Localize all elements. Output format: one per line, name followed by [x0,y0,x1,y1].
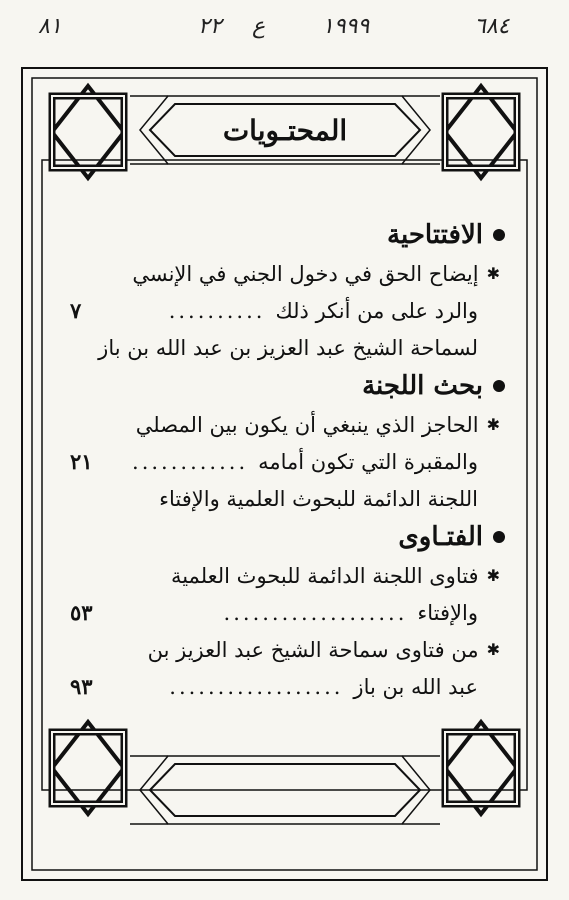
asterisk-icon: ✱ [486,264,500,283]
toc-entry[interactable] [70,255,500,366]
bullet-icon [493,531,505,543]
entry-author: اللجنة الدائمة للبحوث العلمية والإفتاء [159,486,478,511]
entry-author: لسماحة الشيخ عبد العزيز بن عبد الله بن باز [98,335,478,360]
section-heading [70,215,505,255]
dot-leader: ................... [223,600,408,625]
entry-title-continued: والرد على من أنكر ذلك [275,298,478,323]
asterisk-icon: ✱ [486,640,500,659]
entry-title-continued: عبد الله بن باز [353,674,478,699]
entry-line [70,292,500,329]
bullet-icon [493,229,505,241]
entry-title: إيضاح الحق في دخول الجني في الإنسي [132,261,479,286]
corner-knot-ornament [52,86,124,178]
page-number: ٥٣ [70,600,93,625]
entry-line [70,406,500,443]
bullet-icon [493,380,505,392]
table-of-contents [70,215,500,705]
dot-leader: .................. [169,674,344,699]
handwritten-mark-3: ع [252,14,266,39]
section-heading-label: الفتـاوى [398,522,483,552]
page-number: ٧ [70,298,82,323]
section-heading [70,517,505,557]
toc-entry[interactable] [70,557,500,631]
entry-line [70,255,500,292]
asterisk-icon: ✱ [486,566,500,585]
page-number: ٢١ [70,449,93,474]
entry-title: فتاوى اللجنة الدائمة للبحوث العلمية [170,563,479,588]
toc-entry[interactable] [70,631,500,705]
section-heading-label: الافتتاحية [387,220,483,250]
entry-line [70,480,500,517]
entry-line [70,668,500,705]
toc-entry[interactable] [70,406,500,517]
entry-title-continued: والإفتاء [417,600,478,625]
page-number: ٩٣ [70,674,93,699]
entry-line [70,631,500,668]
entry-line [70,443,500,480]
handwritten-mark-4: ٢٢ [198,14,222,39]
dot-leader: .......... [168,298,266,323]
entry-title: من فتاوى سماحة الشيخ عبد العزيز بن [147,637,479,662]
entry-line [70,594,500,631]
section-heading-label: بحث اللجنة [362,371,483,401]
entry-line [70,557,500,594]
entry-title-continued: والمقبرة التي تكون أمامه [258,449,478,474]
handwritten-mark-5: ٨١ [38,14,62,39]
page-title: المحتـويات [222,113,348,147]
asterisk-icon: ✱ [486,415,500,434]
dot-leader: ............ [132,449,249,474]
section-heading [70,366,505,406]
entry-line [70,329,500,366]
handwritten-mark-2: ١٩٩٩ [322,14,370,39]
entry-title: الحاجز الذي ينبغي أن يكون بين المصلي [135,412,479,437]
handwritten-mark-1: ٦٨٤ [474,14,510,39]
